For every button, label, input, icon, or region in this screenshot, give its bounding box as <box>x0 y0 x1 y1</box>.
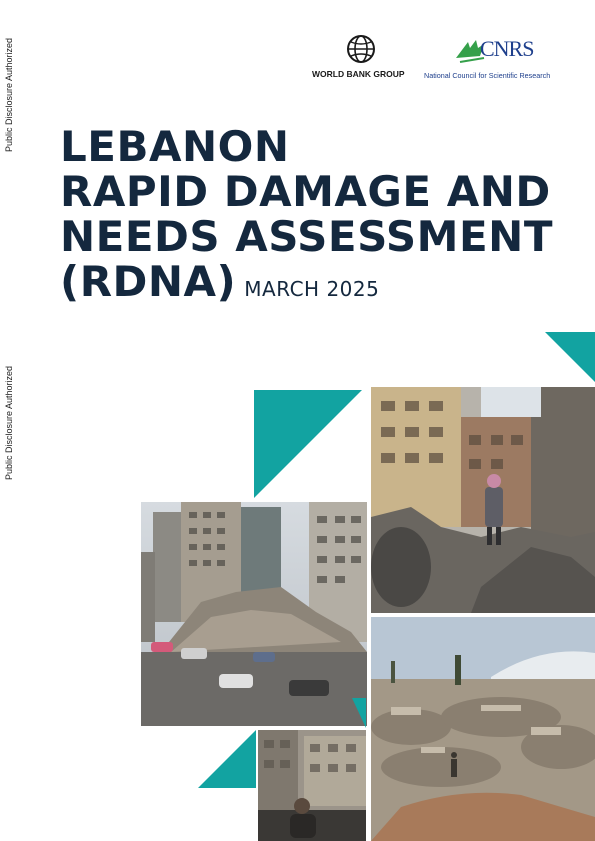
world-bank-text: WORLD BANK GROUP <box>312 69 405 79</box>
teal-triangle-top-right <box>545 332 595 382</box>
title-line-2: RAPID DAMAGE AND <box>60 167 551 216</box>
title-line-4: (RDNA) <box>60 257 237 306</box>
photo-man-ruins <box>258 730 366 841</box>
report-date: MARCH 2025 <box>244 277 380 301</box>
globe-icon <box>346 34 376 64</box>
cnrs-full-name: National Council for Scientific Research <box>424 71 551 80</box>
disclosure-label-bottom: Public Disclosure Authorized <box>4 365 14 480</box>
world-bank-logo <box>312 34 412 84</box>
photo-street-destruction <box>141 502 367 726</box>
title-line-3: NEEDS ASSESSMENT <box>60 212 553 261</box>
cnrs-name: CNRS <box>480 36 534 61</box>
teal-triangle-middle <box>254 390 362 498</box>
title-line-1: LEBANON <box>60 122 290 171</box>
photo-destroyed-village <box>371 617 595 841</box>
teal-triangle-bottom <box>198 730 256 788</box>
disclosure-label-top: Public Disclosure Authorized <box>4 37 14 152</box>
report-title <box>60 124 553 312</box>
photo-woman-debris <box>371 387 595 613</box>
teal-triangle-small <box>352 698 366 728</box>
cnrs-logo <box>424 36 564 86</box>
